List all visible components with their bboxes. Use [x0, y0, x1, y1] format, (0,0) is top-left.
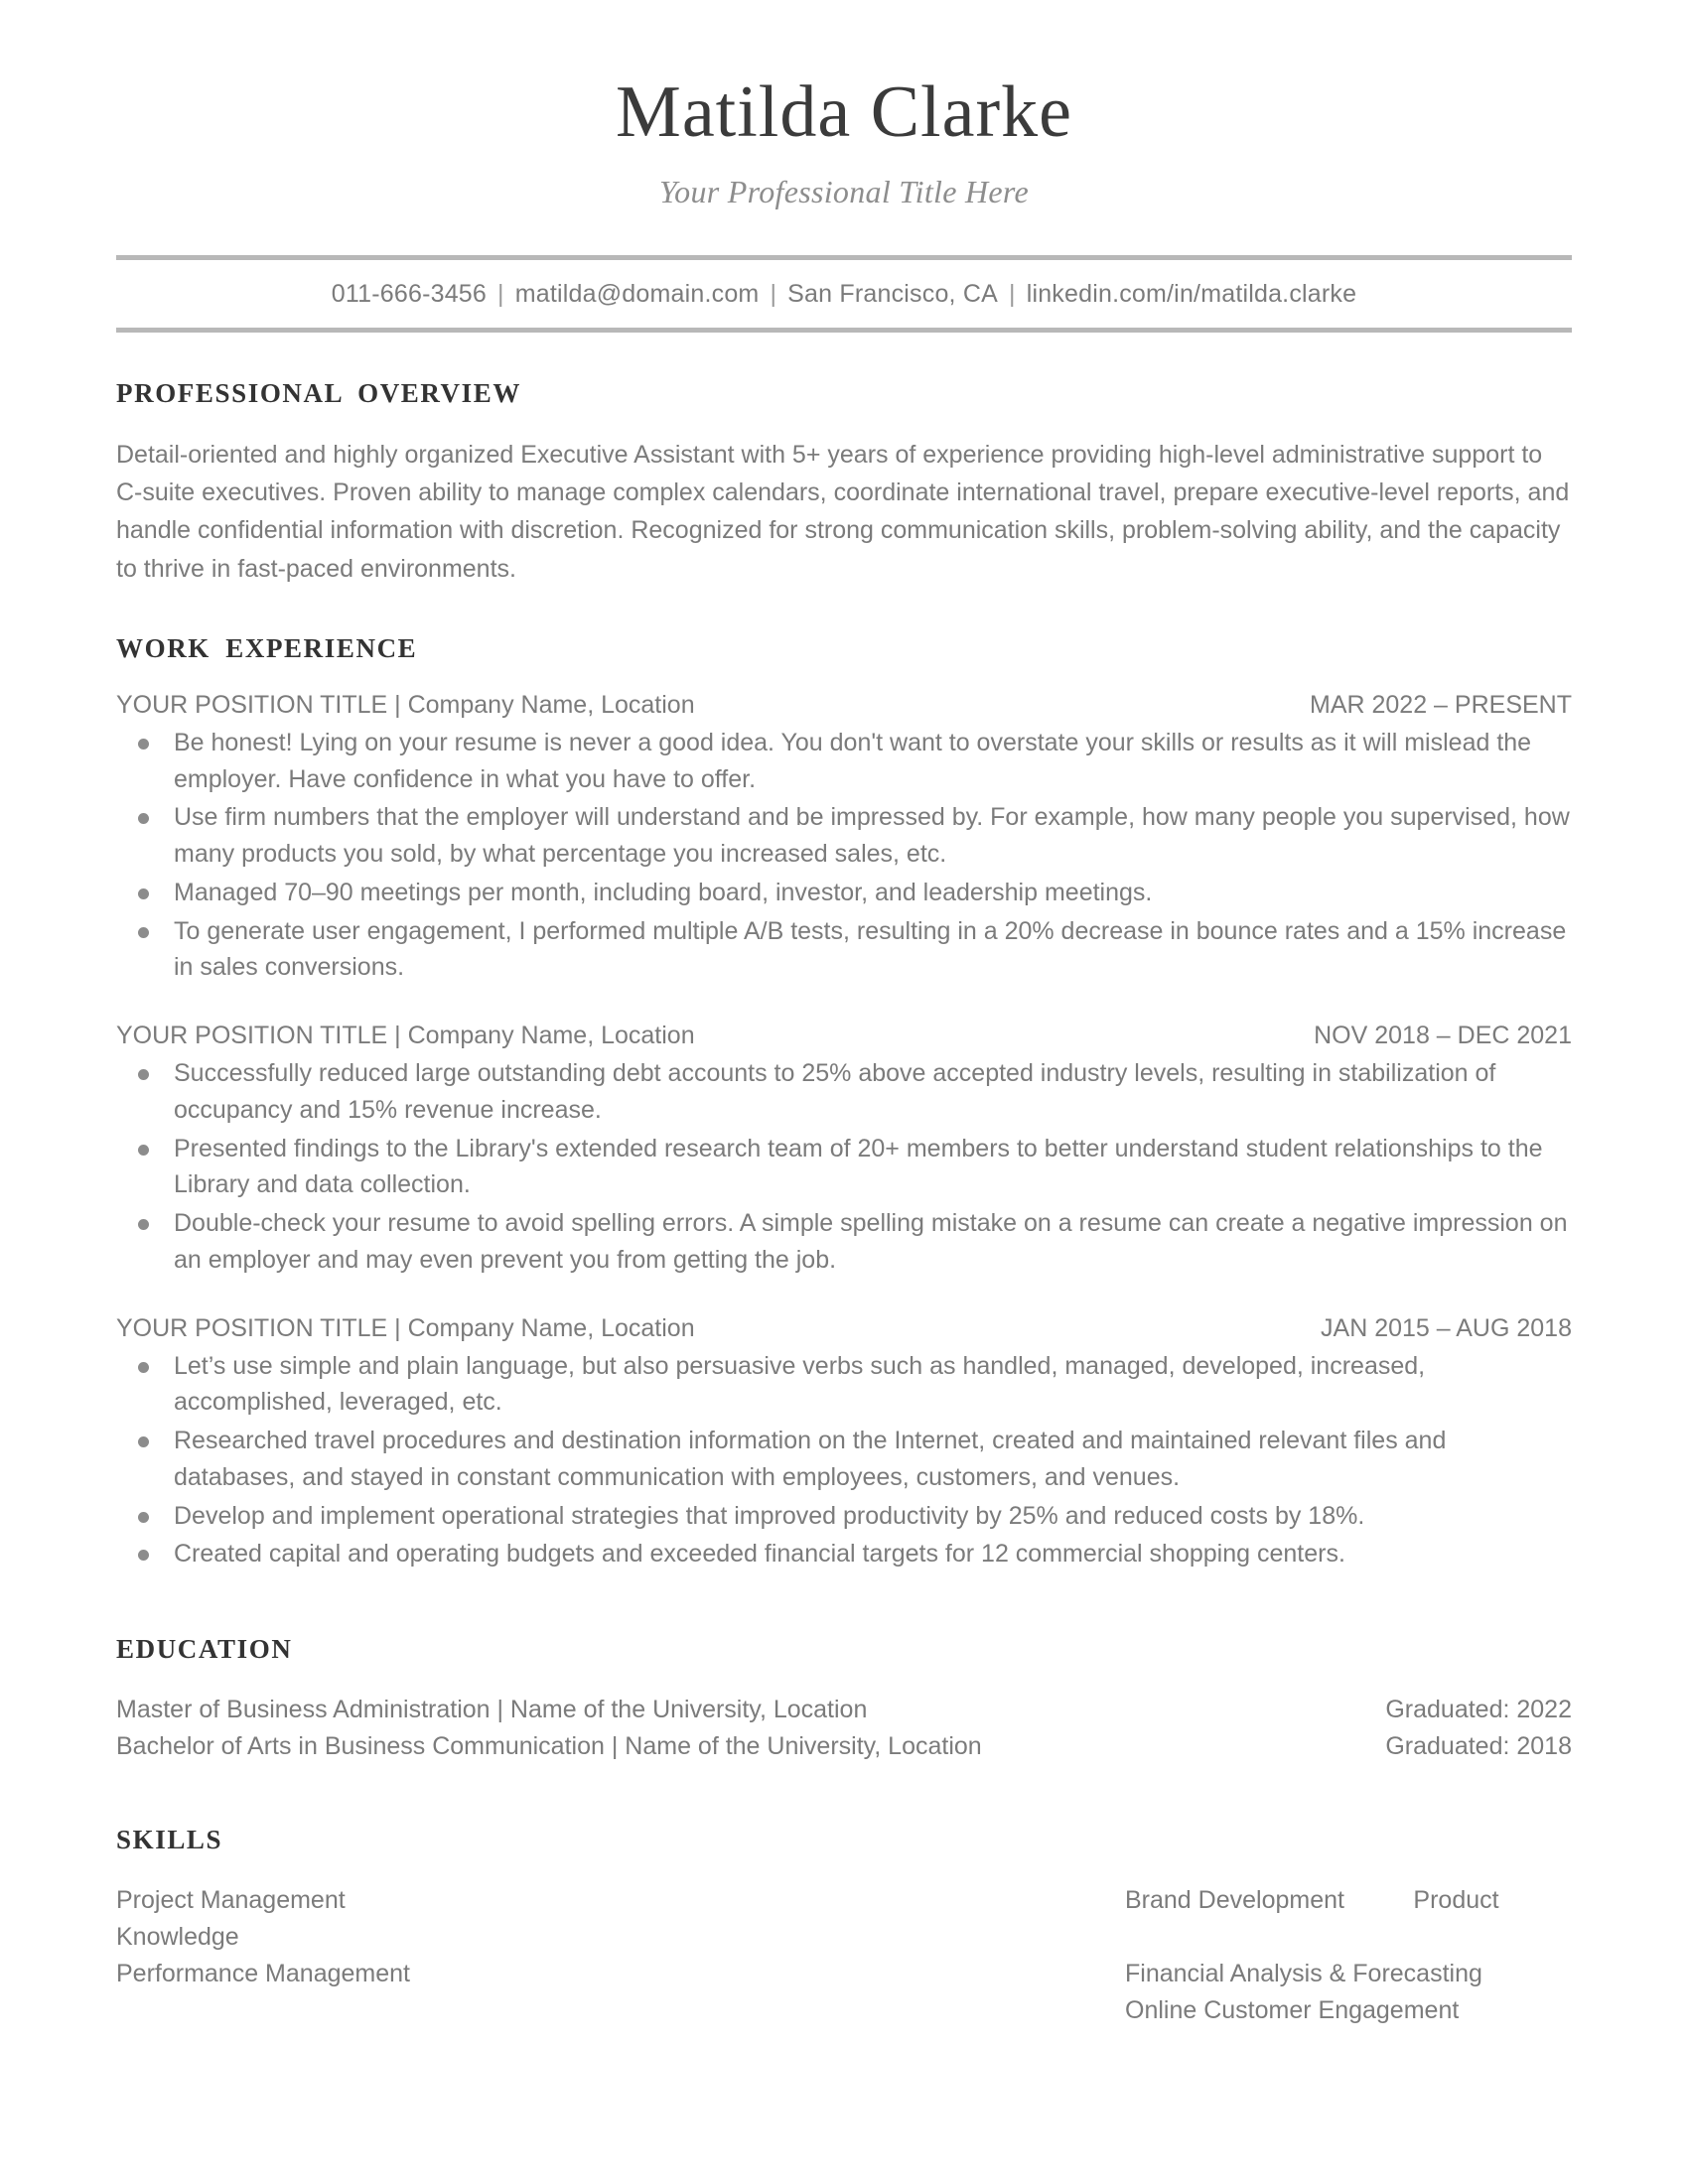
job-bullet: Managed 70–90 meetings per month, including board, investor, and leadership meetings. [116, 875, 1572, 911]
header-divider-bottom [116, 328, 1572, 333]
job-dates: MAR 2022 – PRESENT [1310, 690, 1572, 719]
education-degree: Bachelor of Arts in Business Communication | Name of the University, Location [116, 1732, 982, 1761]
job-bullet: Researched travel procedures and destination information on the Internet, created and maintained relevant files and databases, and stayed in constant communication with employees, customers, and venues. [116, 1423, 1572, 1496]
section-skills [116, 1825, 1572, 2029]
section-title-work: WORK EXPERIENCE [116, 632, 418, 663]
job-bullet: Created capital and operating budgets and exceeded financial targets for 12 commercial shopping centers. [116, 1536, 1572, 1572]
job-bullet: Double-check your resume to avoid spelling errors. A simple spelling mistake on a resume can create a negative impression on an employer and may even prevent you from getting the job. [116, 1205, 1572, 1279]
section-title-education: EDUCATION [116, 1634, 293, 1665]
skill-item: Online Customer Engagement [1125, 1996, 1460, 2025]
section-education [116, 1634, 1572, 1765]
job-dates: NOV 2018 – DEC 2021 [1314, 1022, 1572, 1050]
job-title-company: YOUR POSITION TITLE | Company Name, Location [116, 1022, 695, 1050]
candidate-name: Matilda Clarke [616, 71, 1072, 153]
resume-header [116, 0, 1572, 210]
contact-location: San Francisco, CA [787, 279, 998, 308]
job-entry [116, 1022, 1572, 1279]
education-entry [116, 1692, 1572, 1728]
job-bullet: Successfully reduced large outstanding debt accounts to 25% above accepted industry levels, resulting in stabilization of occupancy and 15% revenue increase. [116, 1055, 1572, 1129]
contact-separator-3: | [1008, 279, 1016, 308]
job-bullet-list [116, 1348, 1572, 1573]
job-bullet: Be honest! Lying on your resume is never a good idea. You don't want to overstate your skills or results as it will mislead the employer. Have confidence in what you have to offer. [116, 725, 1572, 798]
overview-text: Detail-oriented and highly organized Executive Assistant with 5+ years of experience providing high-level administrative support to C-suite executives. Proven ability to manage complex calendars, coordinate international travel, prepare executive-level reports, and handle confidential information with discretion. Recognized for strong communication skills, problem-solving ability, and the capacity to thrive in fast-paced environments. [116, 440, 1570, 583]
job-dates: JAN 2015 – AUG 2018 [1321, 1313, 1572, 1342]
job-header [116, 691, 1572, 720]
skill-item-spacer [1125, 1919, 1572, 1956]
skill-item: Knowledge [116, 1923, 239, 1952]
skill-item: Performance Management [116, 1960, 410, 1988]
contact-separator-1: | [497, 279, 504, 308]
job-bullet: To generate user engagement, I performed multiple A/B tests, resulting in a 20% decrease in bounce rates and a 15% increase in sales conversions. [116, 913, 1572, 987]
contact-linkedin[interactable]: linkedin.com/in/matilda.clarke [1026, 279, 1357, 308]
job-bullet-list [116, 1055, 1572, 1279]
candidate-job-title: Your Professional Title Here [659, 173, 1029, 209]
contact-email[interactable]: matilda@domain.com [514, 279, 760, 308]
job-header [116, 1314, 1572, 1343]
section-title-skills: SKILLS [116, 1825, 223, 1855]
contact-separator-2: | [770, 279, 777, 308]
section-title-overview: PROFESSIONAL OVERVIEW [116, 377, 521, 408]
education-graduated: Graduated: 2018 [1385, 1732, 1572, 1761]
skills-grid [116, 1882, 1572, 2029]
skill-item: Financial Analysis & Forecasting [1125, 1960, 1482, 1988]
job-bullet: Develop and implement operational strategies that improved productivity by 25% and reduced costs by 18%. [116, 1498, 1572, 1535]
contact-phone[interactable]: 011-666-3456 [331, 279, 488, 308]
job-header [116, 1022, 1572, 1050]
skill-item: Brand Development Product [1125, 1886, 1499, 1915]
skills-column-right [1125, 1882, 1572, 2029]
education-degree: Master of Business Administration | Name of the University, Location [116, 1696, 868, 1724]
job-entry [116, 1314, 1572, 1573]
section-professional-overview [116, 378, 1572, 588]
job-bullet-list [116, 725, 1572, 986]
section-work-experience [116, 633, 1572, 1572]
job-title-company: YOUR POSITION TITLE | Company Name, Location [116, 1313, 695, 1342]
job-entry [116, 691, 1572, 986]
education-graduated: Graduated: 2022 [1385, 1696, 1572, 1724]
job-bullet: Presented findings to the Library's extended research team of 20+ members to better understand student relationships to the Library and data collection. [116, 1131, 1572, 1204]
job-title-company: YOUR POSITION TITLE | Company Name, Location [116, 690, 695, 719]
contact-line [116, 260, 1572, 328]
job-bullet: Use firm numbers that the employer will understand and be impressed by. For example, how many people you supervised, how many products you sold, by what percentage you increased sales, etc. [116, 799, 1572, 873]
skill-item: Project Management [116, 1886, 346, 1915]
job-bullet: Let’s use simple and plain language, but also persuasive verbs such as handled, managed, developed, increased, accomplished, leveraged, etc. [116, 1348, 1572, 1422]
skills-column-left [116, 1882, 1125, 2029]
education-entry [116, 1728, 1572, 1765]
